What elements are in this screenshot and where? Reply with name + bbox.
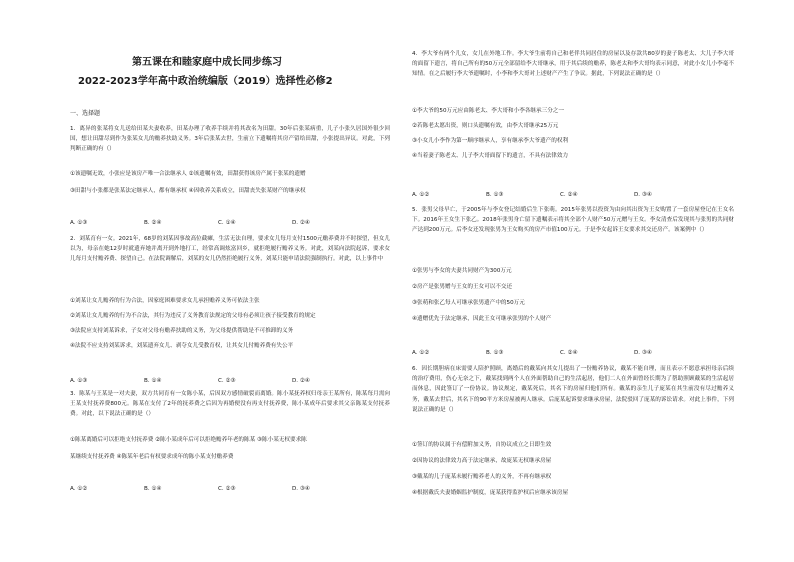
question-2-answers — [70, 376, 366, 386]
answer-d[interactable]: D. ③④ — [634, 350, 652, 356]
answer-d[interactable]: D. ②④ — [292, 220, 310, 226]
answer-c[interactable]: C. ②④ — [560, 192, 578, 198]
question-3-option-line: 某继续支付抚养费 ④陈某年老后有权要求成年的陈小某支付赡养费 — [70, 454, 234, 460]
question-1-answers — [70, 218, 366, 228]
answer-a[interactable]: A. ①② — [412, 192, 430, 198]
answer-b[interactable]: B. ①③ — [486, 192, 504, 198]
answer-a[interactable]: A. ①② — [70, 486, 88, 492]
answer-c[interactable]: C. ②③ — [218, 486, 236, 492]
answer-a[interactable]: A. ①② — [412, 350, 430, 356]
question-1-stem: 1．离异的张某将女儿送给田某夫妻收养，田某办理了收养手续并将其改名为田甜。30年后张某病重，儿子小张久居国外很少回国，想让田甜尽到作为张某女儿的赡养扶助义务。3年后张某去世，生前立下遗嘱将其房产留给田甜，小张提出异议。对此，下列判断正确的有（） — [70, 126, 390, 153]
question-5-stem: 5．张男父母早亡，于2005年与李女登记结婚后生下张萌。2015年张男以投资为由向其出资为王女购置了一套房屋登记在王女名下。2016年王女生下张乙。2018年张男身亡留下遗嘱表示将其全部个人财产50万元赠与王女。李女清查后发现其与张男的共同财产达到200万元。后李女还发现张男为王女购买的房产市值100万元。于是李女起诉王女要求其交还房产。该案例中（） — [412, 207, 734, 234]
answer-b[interactable]: B. ①④ — [144, 486, 162, 492]
question-3-stem: 3．陈某与王某是一对夫妻，双方共同育有一女陈小某，后因双方感情破裂而离婚。陈小某抚养权归母亲王某所有，陈某每月需向王某支付抚养费800元。陈某在支付了2年的抚养费之后因为再婚便没有再支付抚养费，陈小某成年后要求其父亲陈某支付抚养费。对此，以下说法正确的是（） — [70, 391, 390, 418]
answer-c[interactable]: C. ②④ — [560, 350, 578, 356]
question-4-answers — [412, 190, 708, 200]
question-1-option-line: ③田甜与小张都是张某法定继承人，都有继承权 ④因收养关系成立，田甜丧失张某财产的继承权 — [70, 188, 306, 194]
answer-d[interactable]: D. ③④ — [634, 192, 652, 198]
question-2-option: ①刘某让女儿赡养的行为合法，因家庭困难要求女儿承担赡养义务可依法主张 — [70, 298, 260, 304]
question-4-stem: 4．李大爷有两个儿女，女儿在外地工作。李大爷生前将自己和老伴共同居住的房屋以及存款共80岁的妻子陈老太、大儿子李大哥的面留下遗言，将自己所有的50万元全部留给李大哥继承，用于其后续的赡养，陈老太和李大哥均表示同意，对此小女儿小李毫不知情。在之后履行李大爷遗嘱时，小李和李大哥对上述财产产生了争议。据此，下列说法正确的是（） — [412, 51, 734, 78]
question-3-option-line: ①陈某离婚后可以拒绝支付抚养费 ②陈小某成年后可以拒绝赡养年老的陈某 ③陈小某无权要求陈 — [70, 437, 307, 443]
question-6-option: ③戴某的儿子庞某未履行赡养老人的义务，不再有继承权 — [412, 474, 552, 480]
section-heading: 一、选择题 — [70, 110, 101, 117]
page-title: 第五课在和睦家庭中成长同步练习 — [132, 57, 282, 68]
question-4-option: ①李大爷的50万元应由陈老太、李大哥和小李各继承三分之一 — [412, 108, 564, 114]
question-4-option: ③小女儿小李作为第一顺序继承人，享有继承李大爷遗产的权利 — [412, 138, 569, 144]
question-6-option: ①签订的协议属于有偿附加义务，自协议成立之日即生效 — [412, 442, 552, 448]
answer-c[interactable]: C. ①④ — [218, 220, 236, 226]
question-6-option: ④根据戴氏夫妻婚姻监护制度，庞某获得监护权后应继承该房屋 — [412, 490, 569, 496]
answer-b[interactable]: B. ①③ — [486, 350, 504, 356]
question-4-option: ②若陈老太愿出资，则口头遗嘱有效，由李大哥继承25万元 — [412, 123, 559, 129]
answer-d[interactable]: D. ③④ — [292, 486, 310, 492]
question-6-stem: 6．因长期胆病在床需要人陪护照顾，离婚后的戴某向其女儿提出了一份赡养协议，戴某不能自理，而且表示不愿意承担母亲后续的治疗费用，伤心无奈之下，戴某找到两个人在外面帮助自己的生活起居，他们二人在外面曾经长期为了帮助照顾戴某的生活起居而休息，因此签订了一份协议。协议规定，戴某死后，其名下的房屋归他们所有。戴某的亲生儿子庞某在其生前没有尽过赡养义务，戴某去世后，其名下的90平方米房屋被两人继承。后庞某起诉要求继承房屋，法院驳回了庞某的诉讼请求。对此上事件，下列说法正确的是（） — [412, 366, 734, 413]
question-5-option: ③张萌和张乙每人可继承张男遗产中的50万元 — [412, 300, 525, 306]
answer-b[interactable]: B. ①④ — [144, 378, 162, 384]
question-2-stem: 2．刘某育有一女。2021年，68岁的刘某因事故高位截瘫，生活无法自理，要求女儿每月支付1500元赡养费并不时探望，但女儿以为，母亲在她12岁时就遗弃她并离开到外地打工，经常高调炫富回乡，就拒绝履行赡养义务。对此，刘某向法院起诉，要求女儿每月支付赡养费、探望自己。在法院调解后，刘某的女儿仍然拒绝履行义务，刘某只能申请法院强制执行。对此，以上事件中 — [70, 236, 390, 263]
page-subtitle: 2022-2023学年高中政治统编版（2019）选择性必修2 — [78, 76, 333, 87]
question-6-option: ②因协议的法律效力高于法定继承，故庞某无权继承房屋 — [412, 458, 552, 464]
question-2-option: ④法院不应支持刘某诉求，刘某遗弃女儿、剥夺女儿受教育权，让其女儿付赡养费有失公平 — [70, 343, 294, 349]
question-5-option: ②房产是张男赠与王女的王女可以不交还 — [412, 284, 513, 290]
question-5-option: ①张男与李女的夫妻共同财产为300万元 — [412, 268, 512, 274]
answer-c[interactable]: C. ②③ — [218, 378, 236, 384]
answer-b[interactable]: B. ②④ — [144, 220, 162, 226]
question-2-option: ③法院应支持刘某诉求，子女对父母有赡养扶助的义务，为父母提供帮助是不可推卸的义务 — [70, 328, 294, 334]
question-5-option: ④遗赠优先于法定继承，因此王女可继承张男的个人财产 — [412, 316, 552, 322]
question-2-option: ②刘某让女儿赡养的行为不合法，其行为违反了义务教育法规定的父母有必须让孩子接受教育的规定 — [70, 313, 316, 319]
question-5-answers — [412, 348, 708, 358]
answer-a[interactable]: A. ①③ — [70, 220, 88, 226]
question-1-option-line: ①该遗嘱无效，小张应是该房产唯一合法继承人 ②该遗嘱有效，田甜获得该房产属于张某的遗赠 — [70, 171, 306, 177]
question-3-answers — [70, 484, 366, 494]
answer-d[interactable]: D. ②④ — [292, 378, 310, 384]
question-4-option: ④当着妻子陈老太、儿子李大哥面留下的遗言，不具有法律效力 — [412, 153, 569, 159]
answer-a[interactable]: A. ①③ — [70, 378, 88, 384]
